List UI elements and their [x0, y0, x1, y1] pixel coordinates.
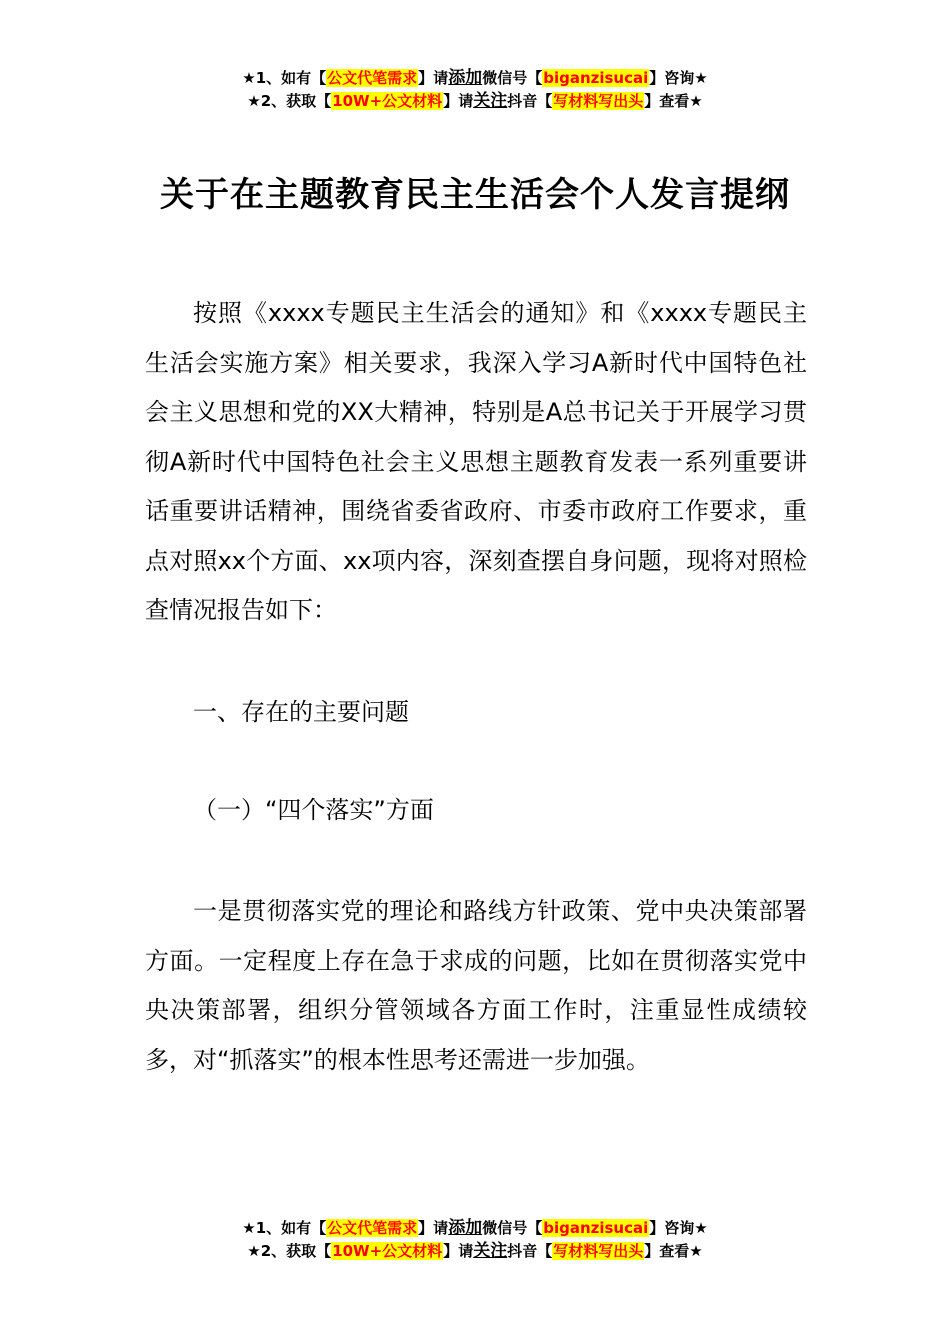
promo-line-2: ★2、获取【10W+公文材料】请关注抖音【写材料写出头】查看★: [247, 1241, 703, 1261]
promo-banner-bottom: [0, 1217, 950, 1263]
promo-highlight: biganzisucai: [543, 1219, 649, 1237]
item-block: [145, 887, 807, 1085]
subsection-heading: （一）“四个落实”方面: [193, 796, 434, 824]
promo-emphasis: 添加: [448, 68, 483, 88]
section-heading: 一、存在的主要问题: [193, 698, 409, 726]
intro-block: [145, 289, 807, 636]
promo-highlight: 公文代笔需求: [327, 69, 418, 87]
promo-emphasis: 关注: [473, 1241, 508, 1261]
promo-highlight: 写材料写出头: [553, 1242, 644, 1260]
subsection-heading-block: [145, 786, 807, 836]
promo-line-1: ★1、如有【公文代笔需求】请添加微信号【biganzisucai】咨询★: [242, 1218, 708, 1238]
promo-emphasis: 关注: [473, 91, 508, 111]
promo-emphasis: 添加: [448, 1218, 483, 1238]
promo-line-2: ★2、获取【10W+公文材料】请关注抖音【写材料写出头】查看★: [247, 91, 703, 111]
promo-highlight: 10W+公文材料: [332, 1242, 443, 1260]
section-heading-block: [145, 688, 807, 738]
item-paragraph: 一是贯彻落实党的理论和路线方针政策、党中央决策部署方面。一定程度上存在急于求成的问题，比如在贯彻落实党中央决策部署，组织分管领域各方面工作时，注重显性成绩较多，对“抓落实”的根本性思考还需进一步加强。: [145, 897, 807, 1074]
promo-highlight: 写材料写出头: [553, 92, 644, 110]
promo-highlight: biganzisucai: [543, 69, 649, 87]
promo-banner-top: [0, 67, 950, 113]
promo-line-1: ★1、如有【公文代笔需求】请添加微信号【biganzisucai】咨询★: [242, 68, 708, 88]
document-title: 关于在主题教育民主生活会个人发言提纲: [160, 174, 790, 215]
intro-paragraph: 按照《xxxx专题民主生活会的通知》和《xxxx专题民主生活会实施方案》相关要求，我深入学习A新时代中国特色社会主义思想和党的XX大精神，特别是A总书记关于开展学习贯彻A新时代中国特色社会主义思想主题教育发表一系列重要讲话重要讲话精神，围绕省委省政府、市委市政府工作要求，重点对照xx个方面、xx项内容，深刻查摆自身问题，现将对照检查情况报告如下：: [145, 299, 807, 624]
promo-highlight: 公文代笔需求: [327, 1219, 418, 1237]
promo-highlight: 10W+公文材料: [332, 92, 443, 110]
